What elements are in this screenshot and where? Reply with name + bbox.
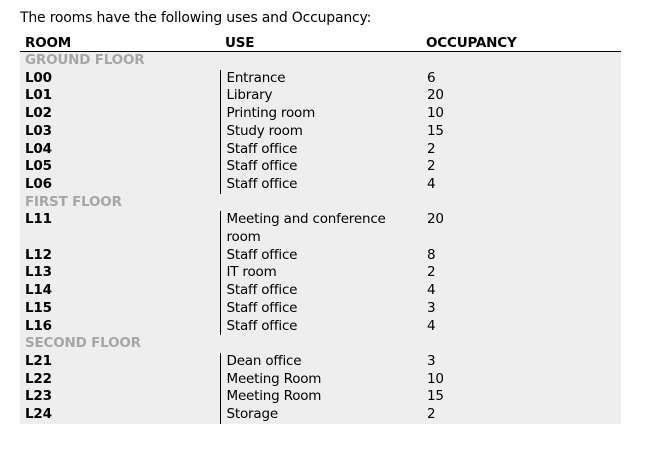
use-cell: [220, 300, 421, 318]
use-text: Meeting Room: [226, 388, 322, 405]
table-row: [20, 158, 621, 176]
room-cell: L05: [20, 158, 220, 176]
floor-row: [20, 335, 621, 353]
table-row: [20, 371, 621, 389]
room-cell: L00: [20, 70, 220, 88]
use-text: Staff office: [226, 317, 298, 334]
use-text: Staff office: [226, 140, 298, 157]
room-cell: L15: [20, 300, 220, 318]
use-text: Entrance: [226, 69, 286, 86]
occupancy-cell: 20: [421, 211, 621, 246]
occupancy-cell: 10: [421, 105, 621, 123]
use-text: Study room: [226, 122, 303, 139]
use-cell: [220, 264, 421, 282]
floor-label: GROUND FLOOR: [20, 52, 621, 70]
table-row: [20, 388, 621, 406]
room-cell: L22: [20, 371, 220, 389]
use-cell: [220, 158, 421, 176]
use-cell: [220, 87, 421, 105]
room-cell: L24: [20, 406, 220, 424]
use-cell: [220, 123, 421, 141]
table-row: [20, 264, 621, 282]
intro-text: The rooms have the following uses and Occupancy:: [20, 10, 372, 26]
floor-row: [20, 194, 621, 212]
use-text: IT room: [226, 264, 277, 281]
use-text: Staff office: [226, 158, 298, 175]
table-row: [20, 247, 621, 265]
use-text: Staff office: [226, 282, 298, 299]
occupancy-cell: 4: [421, 176, 621, 194]
use-text: Library: [226, 87, 273, 104]
room-cell: L21: [20, 353, 220, 371]
occupancy-cell: 10: [421, 371, 621, 389]
room-cell: L14: [20, 282, 220, 300]
use-text: Meeting Room: [226, 370, 322, 387]
occupancy-cell: 20: [421, 87, 621, 105]
occupancy-cell: 3: [421, 300, 621, 318]
room-cell: L12: [20, 247, 220, 265]
table-row: [20, 176, 621, 194]
table-row: [20, 406, 621, 424]
occupancy-cell: 4: [421, 318, 621, 336]
use-text: Staff office: [226, 299, 298, 316]
table-row: [20, 70, 621, 88]
table-body: [20, 52, 621, 424]
header-room: ROOM: [20, 33, 220, 52]
use-text: Staff office: [226, 175, 298, 192]
use-cell: [220, 176, 421, 194]
occupancy-cell: 3: [421, 353, 621, 371]
use-cell: [220, 247, 421, 265]
use-cell: [220, 282, 421, 300]
occupancy-cell: 4: [421, 282, 621, 300]
floor-label: FIRST FLOOR: [20, 194, 621, 212]
use-text: Staff office: [226, 246, 298, 263]
use-cell: [220, 141, 421, 159]
table-row: [20, 353, 621, 371]
floor-label: SECOND FLOOR: [20, 335, 621, 353]
occupancy-cell: 15: [421, 123, 621, 141]
use-cell: [220, 70, 421, 88]
use-cell: [220, 105, 421, 123]
use-cell: [220, 371, 421, 389]
room-cell: L04: [20, 141, 220, 159]
table-row: [20, 211, 621, 246]
room-cell: L13: [20, 264, 220, 282]
occupancy-cell: 2: [421, 264, 621, 282]
use-text: Dean office: [226, 352, 302, 369]
room-cell: L16: [20, 318, 220, 336]
use-text: Storage: [226, 406, 278, 423]
room-cell: L11: [20, 211, 220, 246]
rooms-table: [20, 33, 621, 424]
room-cell: L06: [20, 176, 220, 194]
use-cell: [220, 211, 421, 246]
occupancy-cell: 6: [421, 70, 621, 88]
table-row: [20, 300, 621, 318]
header-use: USE: [220, 33, 421, 52]
header-occupancy: OCCUPANCY: [421, 33, 621, 52]
occupancy-cell: 2: [421, 406, 621, 424]
table-row: [20, 141, 621, 159]
table-row: [20, 282, 621, 300]
occupancy-cell: 8: [421, 247, 621, 265]
table-row: [20, 87, 621, 105]
use-text: Meeting and conference room: [226, 211, 386, 246]
use-cell: [220, 353, 421, 371]
room-cell: L23: [20, 388, 220, 406]
use-cell: [220, 388, 421, 406]
use-text: Printing room: [226, 105, 316, 122]
room-cell: L01: [20, 87, 220, 105]
occupancy-cell: 15: [421, 388, 621, 406]
occupancy-cell: 2: [421, 141, 621, 159]
table-row: [20, 105, 621, 123]
room-cell: L02: [20, 105, 220, 123]
table-row: [20, 123, 621, 141]
room-cell: L03: [20, 123, 220, 141]
use-cell: [220, 406, 421, 424]
occupancy-cell: 2: [421, 158, 621, 176]
table-row: [20, 318, 621, 336]
floor-row: [20, 52, 621, 70]
table-header-row: [20, 33, 621, 52]
use-cell: [220, 318, 421, 336]
